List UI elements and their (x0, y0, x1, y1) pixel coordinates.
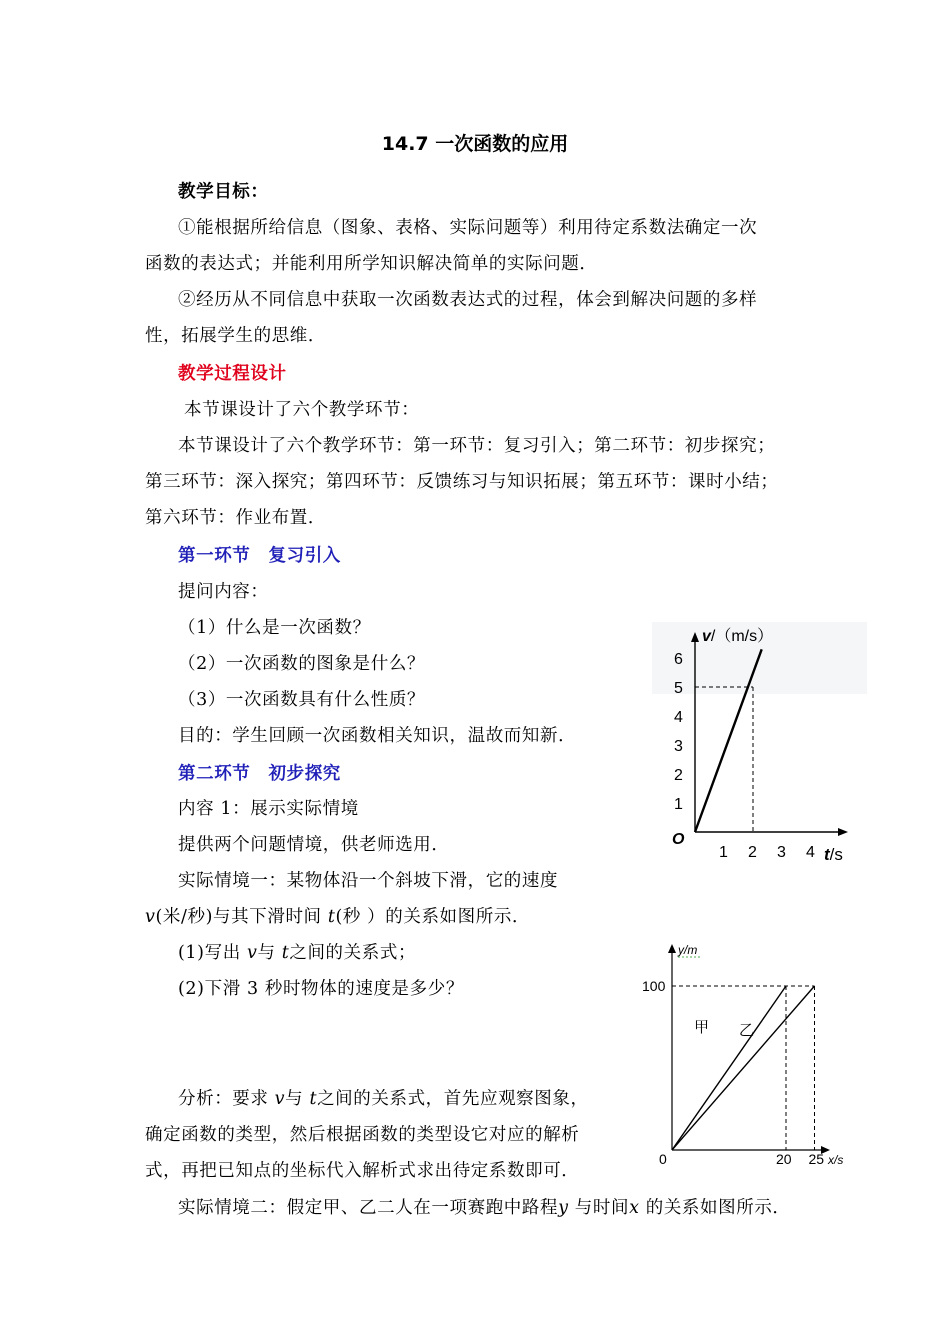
provide-text: 提供两个问题情境，供老师选用． (178, 835, 450, 855)
analysis-line-2: 确定函数的类型，然后根据函数的类型设它对应的解析 (145, 1125, 580, 1145)
situation-1-line-2: v(米/秒)与其下滑时间 t(秒 ）的关系如图所示． (145, 907, 531, 927)
goals-heading: 教学目标： (178, 182, 269, 202)
x-axis-label: t/s (824, 845, 843, 864)
y-tick-label: 5 (674, 680, 683, 697)
y-tick-label: 1 (674, 796, 683, 813)
intro-2-line-2: 第三环节：深入探究；第四环节：反馈练习与知识拓展；第五环节：课时小结； (145, 472, 779, 492)
process-heading: 教学过程设计 (178, 364, 287, 384)
series-line-yi (672, 986, 815, 1150)
y-tick-label: 6 (674, 651, 683, 668)
y-tick-label: 3 (674, 738, 683, 755)
origin-label: O (672, 831, 685, 848)
task-2: (2)下滑 3 秒时物体的速度是多少？ (178, 979, 464, 999)
goal-2-line-2: 性，拓展学生的思维． (145, 326, 326, 346)
intro-1: 本节课设计了六个教学环节： (184, 400, 420, 420)
series-line-jia (672, 986, 786, 1150)
question-2: （2）一次函数的图象是什么？ (178, 654, 426, 674)
x-axis-arrow (838, 828, 848, 836)
y-axis-label: v/（m/s） (702, 628, 774, 645)
page-title: 14.7 一次函数的应用 (381, 133, 569, 155)
y-axis-arrow (668, 944, 676, 953)
analysis-line-3: 式，再把已知点的坐标代入解析式求出待定系数即可． (145, 1161, 580, 1181)
situation-2: 实际情境二：假定甲、乙二人在一项赛跑中路程y 与时间x 的关系如图所示． (178, 1198, 791, 1218)
goal-1-line-1: ①能根据所给信息（图象、表格、实际问题等）利用待定系数法确定一次 (178, 218, 758, 238)
series-label-jia: 甲 (694, 1019, 710, 1036)
x-tick-label: 4 (806, 844, 815, 861)
intro-2-line-1: 本节课设计了六个教学环节：第一环节：复习引入；第二环节：初步探究； (178, 436, 776, 456)
race-distance-time-chart (628, 938, 860, 1176)
x-tick-label: 2 (748, 844, 757, 861)
goal-1-line-2: 函数的表达式；并能利用所学知识解决简单的实际问题． (145, 254, 598, 274)
x-tick-label: 25 (808, 1151, 825, 1167)
x-tick-label: 1 (719, 844, 728, 861)
section-1-heading: 第一环节 复习引入 (178, 546, 341, 566)
y-axis-label: y/m (678, 943, 698, 957)
purpose: 目的：学生回顾一次函数相关知识，温故而知新． (178, 726, 577, 746)
x-axis-label: x/s (828, 1153, 844, 1167)
y-tick-label: 2 (674, 767, 683, 784)
questions-label: 提问内容： (178, 582, 269, 602)
origin-label: 0 (659, 1151, 667, 1167)
y-tick-label: 100 (642, 978, 666, 994)
y-tick-label: 4 (674, 709, 683, 726)
question-1: （1）什么是一次函数？ (178, 618, 371, 638)
intro-2-line-3: 第六环节：作业布置． (145, 508, 326, 528)
situation-1-line-1: 实际情境一：某物体沿一个斜坡下滑，它的速度 (178, 871, 559, 891)
content-1: 内容 1：展示实际情境 (178, 799, 359, 819)
task-1: (1)写出 v与 t之间的关系式； (178, 943, 417, 963)
x-tick-label: 20 (776, 1151, 792, 1167)
x-tick-label: 3 (777, 844, 786, 861)
section-2-heading: 第二环节 初步探究 (178, 764, 341, 784)
analysis-line-1: 分析：要求 v与 t之间的关系式，首先应观察图象， (178, 1089, 589, 1109)
question-3: （3）一次函数具有什么性质？ (178, 690, 426, 710)
goal-2-line-1: ②经历从不同信息中获取一次函数表达式的过程，体会到解决问题的多样 (178, 290, 758, 310)
series-label-yi: 乙 (739, 1022, 755, 1039)
velocity-time-chart (652, 622, 870, 868)
